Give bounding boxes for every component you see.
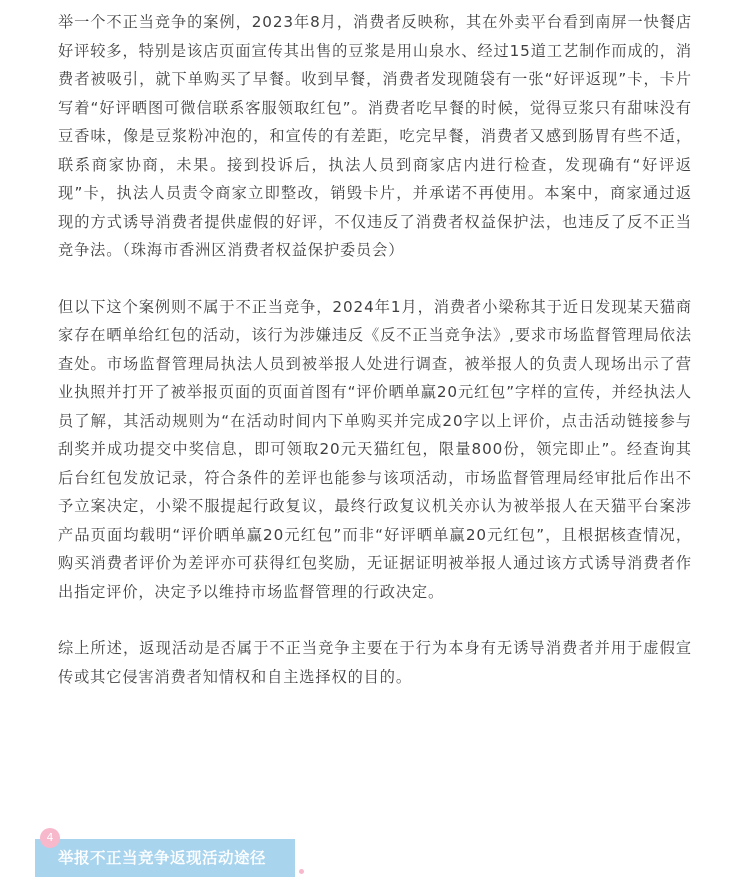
section-number-badge: 4 <box>40 828 60 848</box>
article-body <box>58 8 692 691</box>
decorative-dot-icon <box>299 869 304 874</box>
paragraph-conclusion: 综上所述，返现活动是否属于不正当竞争主要在于行为本身有无诱导消费者并用于虚假宣传或其它侵害消费者知情权和自主选择权的目的。 <box>58 639 692 686</box>
section-title: 举报不正当竞争返现活动途径 <box>58 849 267 867</box>
paragraph-case-2: 但以下这个案例则不属于不正当竞争，2024年1月，消费者小梁称其于近日发现某天猫商家存在晒单给红包的活动，该行为涉嫌违反《反不正当竞争法》,要求市场监督管理局依法查处。市场监督管理局执法人员到被举报人处进行调查，被举报人的负责人现场出示了营业执照并打开了被举报页面的页面首图有“评价晒单赢20元红包”字样的宣传，并经执法人员了解，其活动规则为“在活动时间内下单购买并完成20字以上评价，点击活动链接参与刮奖并成功提交中奖信息，即可领取20元天猫红包，限量800份，领完即止”。经查询其后台红包发放记录，符合条件的差评也能参与该项活动，市场监督管理局经审批后作出不予立案决定，小梁不服提起行政复议，最终行政复议机关亦认为被举报人在天猫平台案涉产品页面均载明“评价晒单赢20元红包”而非“好评晒单赢20元红包”，且根据核查情况，购买消费者评价为差评亦可获得红包奖励，无证据证明被举报人通过该方式诱导消费者作出指定评价，决定予以维持市场监督管理的行政决定。 <box>58 297 692 601</box>
paragraph-case-1: 举一个不正当竞争的案例，2023年8月，消费者反映称，其在外卖平台看到南屏一快餐店好评较多，特别是该店页面宣传其出售的豆浆是用山泉水、经过15道工艺制作而成的，消费者被吸引，就下单购买了早餐。收到早餐，消费者发现随袋有一张“好评返现”卡，卡片写着“好评晒图可微信联系客服领取红包”。消费者吃早餐的时候，觉得豆浆只有甜味没有豆香味，像是豆浆粉冲泡的，和宣传的有差距，吃完早餐，消费者又感到肠胃有些不适，联系商家协商，未果。接到投诉后，执法人员到商家店内进行检查，发现确有“好评返现”卡，执法人员责令商家立即整改，销毁卡片，并承诺不再使用。本案中，商家通过返现的方式诱导消费者提供虚假的好评，不仅违反了消费者权益保护法，也违反了反不正当竞争法。（珠海市香洲区消费者权益保护委员会） <box>58 13 692 259</box>
